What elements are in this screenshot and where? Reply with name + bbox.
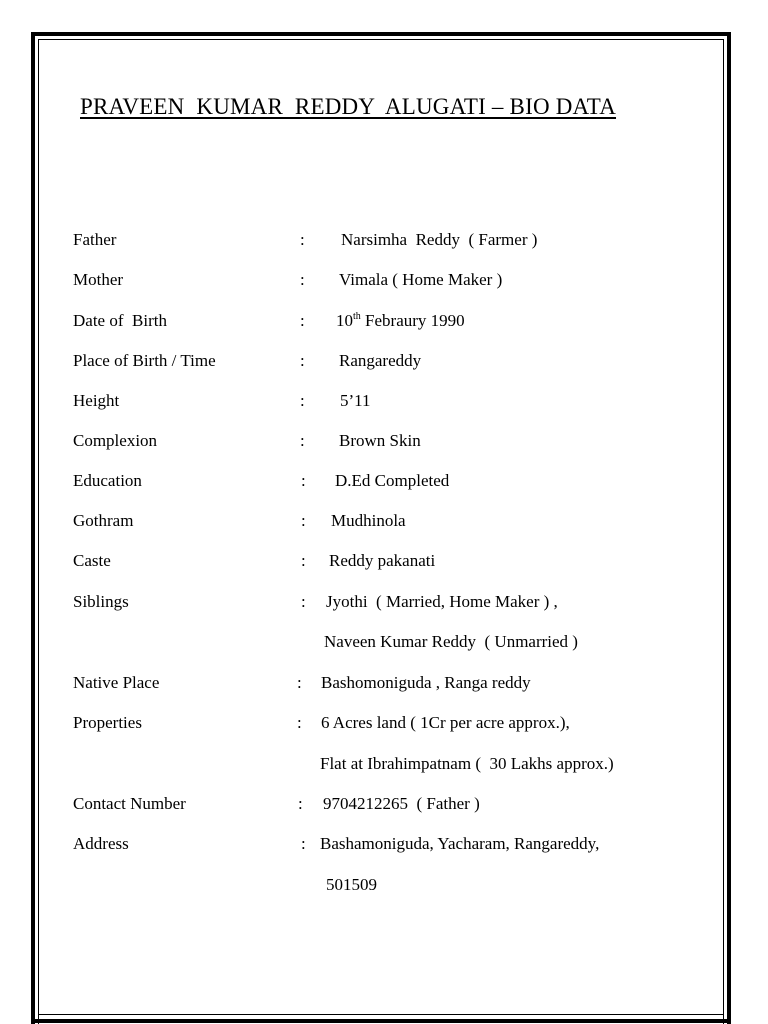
field-label: Native Place	[73, 673, 160, 692]
field-row-height	[0, 391, 371, 415]
field-value: Narsimha Reddy ( Farmer )	[341, 230, 538, 249]
field-row-place-of-birth	[0, 351, 422, 375]
field-label: Caste	[73, 551, 111, 570]
field-separator: :	[300, 391, 305, 410]
field-value: 5’11	[340, 391, 371, 410]
field-separator: :	[298, 794, 303, 813]
field-separator: :	[301, 511, 306, 530]
field-label: Height	[73, 391, 120, 410]
field-value: D.Ed Completed	[335, 471, 450, 490]
field-value: Vimala ( Home Maker )	[339, 270, 503, 289]
field-row-siblings-continued	[0, 632, 578, 656]
field-separator: :	[301, 471, 306, 490]
dob-month-year: Febraury 1990	[360, 311, 465, 330]
field-separator: :	[300, 230, 305, 249]
field-value	[336, 311, 465, 331]
field-label: Properties	[73, 713, 142, 732]
field-row-mother	[0, 270, 503, 294]
field-row-properties	[0, 713, 570, 737]
field-separator: :	[300, 311, 305, 330]
field-separator: :	[300, 351, 305, 370]
field-value: Brown Skin	[339, 431, 421, 450]
dob-day-suffix: th	[353, 311, 361, 322]
field-label: Date of Birth	[73, 311, 167, 330]
field-value: 501509	[326, 875, 377, 894]
field-row-complexion	[0, 431, 421, 455]
field-label: Education	[73, 471, 142, 490]
field-separator: :	[297, 673, 302, 692]
field-value: Reddy pakanati	[329, 551, 436, 570]
field-separator: :	[301, 592, 306, 611]
field-value: 9704212265 ( Father )	[323, 794, 480, 813]
field-value: Mudhinola	[331, 511, 406, 530]
field-separator: :	[300, 431, 305, 450]
field-label: Complexion	[73, 431, 158, 450]
field-row-address-continued	[0, 875, 377, 899]
field-label: Place of Birth / Time	[73, 351, 216, 370]
field-label: Mother	[73, 270, 124, 289]
field-row-properties-continued	[0, 754, 614, 778]
field-value: Bashomoniguda , Ranga reddy	[321, 673, 531, 692]
field-value: Jyothi ( Married, Home Maker ) ,	[326, 592, 558, 611]
dob-day: 10	[336, 311, 353, 330]
field-row-siblings	[0, 592, 558, 616]
field-value: Bashamoniguda, Yacharam, Rangareddy,	[320, 834, 600, 853]
field-value: Naveen Kumar Reddy ( Unmarried )	[324, 632, 578, 651]
field-row-address	[0, 834, 600, 858]
field-separator: :	[300, 270, 305, 289]
field-separator: :	[301, 551, 306, 570]
field-row-caste	[0, 551, 436, 575]
page-border-inner	[38, 39, 724, 1024]
field-separator: :	[297, 713, 302, 732]
field-label: Gothram	[73, 511, 134, 530]
field-label: Siblings	[73, 592, 129, 611]
field-value: Rangareddy	[339, 351, 422, 370]
field-separator: :	[301, 834, 306, 853]
field-row-education	[0, 471, 450, 495]
field-label: Father	[73, 230, 117, 249]
document-title: PRAVEEN KUMAR REDDY ALUGATI – BIO DATA	[80, 94, 617, 119]
page-border-bottom-outer	[31, 1019, 731, 1023]
field-row-gothram	[0, 511, 406, 535]
field-row-native-place	[0, 673, 531, 697]
field-label: Address	[73, 834, 129, 853]
field-value: Flat at Ibrahimpatnam ( 30 Lakhs approx.)	[320, 754, 614, 773]
field-row-date-of-birth	[0, 311, 465, 335]
field-row-contact-number	[0, 794, 480, 818]
page-border-bottom-inner	[38, 1014, 724, 1015]
field-label: Contact Number	[73, 794, 186, 813]
field-row-father	[0, 230, 538, 254]
field-value: 6 Acres land ( 1Cr per acre approx.),	[321, 713, 570, 732]
